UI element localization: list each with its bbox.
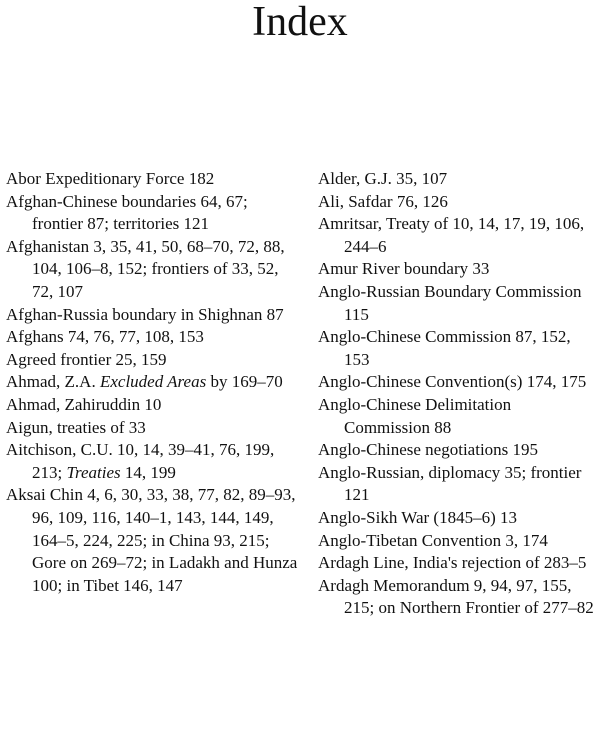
index-entry: Ali, Safdar 76, 126 <box>318 191 448 211</box>
index-entry: Ahmad, Zahiruddin 10 <box>6 394 162 414</box>
index-entry: Afghan-Russia boundary in Shighnan 87 <box>6 304 284 324</box>
index-entry: Abor Expeditionary Force 182 <box>6 169 215 188</box>
index-entry: Alder, G.J. 35, 107 <box>318 169 448 188</box>
index-entry: Amritsar, Treaty of 10, 14, 17, 19, 106, 244–6 <box>318 214 585 256</box>
index-entry: Aksai Chin 4, 6, 30, 33, 38, 77, 82, 89–93, 96, 109, 116, 140–1, 143, 144, 149, 164–5, 224, 225; in China 93, 215; Gore on 269–72; in Ladakh and Hunza 100; in Tibet 146, 147 <box>6 485 298 595</box>
index-entry: Afghan-Chinese boundaries 64, 67; frontier 87; territories 121 <box>6 191 248 234</box>
index-entry: Anglo-Russian, diplomacy 35; frontier 121 <box>318 462 582 505</box>
index-entry: Amur River boundary 33 <box>318 259 490 279</box>
index-entry: Anglo-Chinese Commission 87, 152, 153 <box>318 327 571 369</box>
index-entry: Afghanistan 3, 35, 41, 50, 68–70, 72, 88, 104, 106–8, 152; frontiers of 33, 52, 72, 107 <box>6 236 285 301</box>
index-entry: Aigun, treaties of 33 <box>6 417 146 437</box>
index-entry: Ardagh Memorandum 9, 94, 97, 155, 215; on Northern Frontier of 277–82 <box>318 575 594 618</box>
index-entry: Anglo-Tibetan Convention 3, 174 <box>318 530 548 550</box>
index-entry: Anglo-Russian Boundary Commission 115 <box>318 281 582 324</box>
index-column-left <box>6 168 302 597</box>
index-entry: Anglo-Chinese Convention(s) 174, 175 <box>318 372 587 392</box>
index-entry: Anglo-Sikh War (1845–6) 13 <box>318 507 517 527</box>
index-entry: Aitchison, C.U. 10, 14, 39–41, 76, 199, 213; Treaties 14, 199 <box>6 440 275 482</box>
index-entry: Afghans 74, 76, 77, 108, 153 <box>6 327 204 347</box>
index-column-right <box>318 168 600 620</box>
index-entry: Anglo-Chinese negotiations 195 <box>318 440 539 460</box>
index-entry: Anglo-Chinese Delimitation Commission 88 <box>318 394 512 437</box>
index-entry: Ahmad, Z.A. Excluded Areas by 169–70 <box>6 372 283 392</box>
index-entry: Agreed frontier 25, 159 <box>6 349 167 369</box>
index-entry: Ardagh Line, India's rejection of 283–5 <box>318 553 587 573</box>
page-title: Index <box>252 0 348 45</box>
